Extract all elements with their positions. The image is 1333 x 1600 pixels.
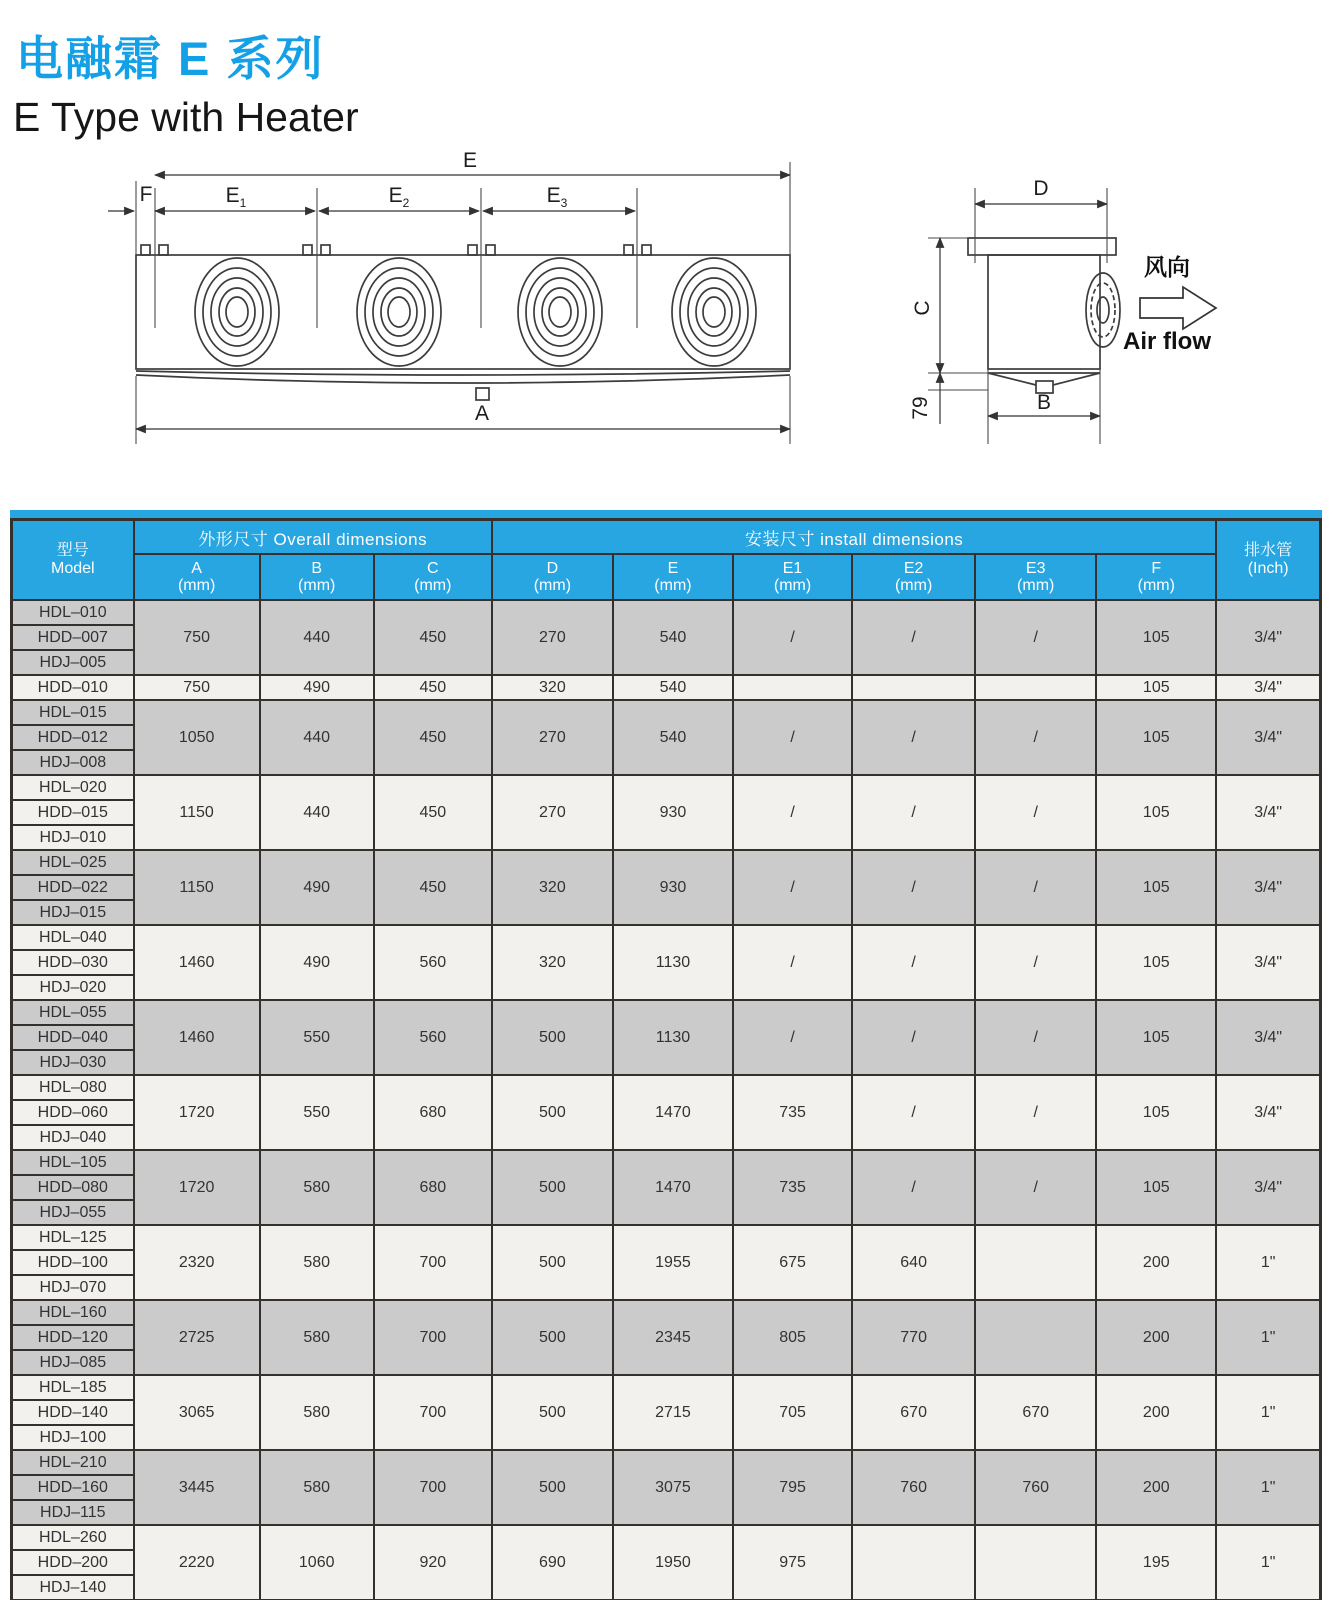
dimension-value-cell: 1150 (134, 850, 260, 925)
drain-size-cell: 3/4" (1216, 850, 1320, 925)
header-col-A: A (mm) (134, 554, 260, 600)
model-cell: HDD–080 (12, 1175, 134, 1200)
table-row (12, 1450, 1321, 1475)
dimension-value-cell: 1460 (134, 1000, 260, 1075)
dimension-value-cell: 580 (260, 1300, 374, 1375)
model-cell: HDL–260 (12, 1525, 134, 1550)
dimension-value-cell (852, 675, 975, 700)
dimension-value-cell: / (975, 600, 1096, 675)
fan-3 (518, 258, 602, 366)
mounting-tabs (141, 245, 651, 255)
dimension-value-cell: 450 (374, 700, 492, 775)
dimension-value-cell: 760 (975, 1450, 1096, 1525)
table-row (12, 1525, 1321, 1550)
dimension-value-cell: 2345 (613, 1300, 733, 1375)
dim-label-E: E (462, 149, 478, 172)
header-col-E2: E2 (mm) (852, 554, 975, 600)
dimension-value-cell: 1950 (613, 1525, 733, 1600)
dimension-value-cell: 580 (260, 1450, 374, 1525)
dimension-value-cell: / (975, 1150, 1096, 1225)
header-col-F: F (mm) (1096, 554, 1216, 600)
dimension-value-cell: / (733, 925, 852, 1000)
front-view-drawing (108, 149, 790, 444)
model-cell: HDJ–040 (12, 1125, 134, 1150)
model-cell: HDJ–070 (12, 1275, 134, 1300)
dimension-value-cell: / (852, 600, 975, 675)
dimension-value-cell: / (733, 850, 852, 925)
dimension-value-cell: / (852, 925, 975, 1000)
model-cell: HDL–105 (12, 1150, 134, 1175)
drain-size-cell: 1" (1216, 1525, 1320, 1600)
dimension-value-cell: 270 (492, 775, 613, 850)
dimension-value-cell: 200 (1096, 1300, 1216, 1375)
drain-size-cell: 3/4" (1216, 1150, 1320, 1225)
table-row (12, 775, 1321, 800)
dimension-value-cell: 1130 (613, 925, 733, 1000)
extension-lines-side (928, 188, 1107, 444)
model-cell: HDJ–140 (12, 1575, 134, 1600)
dimension-value-cell: 700 (374, 1375, 492, 1450)
table-row (12, 1150, 1321, 1175)
dimension-value-cell: 930 (613, 850, 733, 925)
drain-size-cell: 3/4" (1216, 775, 1320, 850)
dimension-value-cell: 805 (733, 1300, 852, 1375)
dimension-value-cell: 1050 (134, 700, 260, 775)
dimension-value-cell: 105 (1096, 775, 1216, 850)
dimension-value-cell: 3065 (134, 1375, 260, 1450)
dimension-value-cell: 200 (1096, 1450, 1216, 1525)
header-group-install: 安装尺寸 install dimensions (492, 520, 1216, 555)
dim-label-C: C (911, 300, 934, 316)
dimension-value-cell: 540 (613, 700, 733, 775)
dimension-value-cell: 1720 (134, 1075, 260, 1150)
dimension-value-cell: 500 (492, 1075, 613, 1150)
dimension-value-cell: 105 (1096, 600, 1216, 675)
model-cell: HDD–007 (12, 625, 134, 650)
dimension-value-cell: 1470 (613, 1075, 733, 1150)
header-col-C: C (mm) (374, 554, 492, 600)
dimension-value-cell: / (733, 600, 852, 675)
dimension-value-cell (975, 1300, 1096, 1375)
dimension-value-cell: / (852, 700, 975, 775)
page-subtitle: E Type with Heater (13, 94, 359, 140)
model-cell: HDJ–030 (12, 1050, 134, 1075)
dimension-value-cell: 1955 (613, 1225, 733, 1300)
dimension-value-cell (975, 675, 1096, 700)
dimension-value-cell (975, 1525, 1096, 1600)
airflow-label-cn: 风向 (1144, 254, 1190, 280)
dimension-value-cell: 670 (852, 1375, 975, 1450)
dimension-value-cell: 2725 (134, 1300, 260, 1375)
dimension-value-cell: 680 (374, 1150, 492, 1225)
header-model-en: Model (51, 560, 95, 577)
model-cell: HDJ–010 (12, 825, 134, 850)
table-row (12, 850, 1321, 875)
dimension-value-cell: 450 (374, 675, 492, 700)
dimension-value-cell: / (852, 1075, 975, 1150)
dimension-value-cell: / (852, 1150, 975, 1225)
dimension-value-cell: 270 (492, 600, 613, 675)
column-header-row (12, 554, 1321, 600)
dimension-value-cell: 1150 (134, 775, 260, 850)
dimension-value-cell: 580 (260, 1150, 374, 1225)
model-cell: HDL–125 (12, 1225, 134, 1250)
dim-label-B: B (1036, 391, 1052, 414)
dimension-value-cell: 105 (1096, 700, 1216, 775)
dimension-value-cell: 560 (374, 1000, 492, 1075)
dimension-value-cell: 450 (374, 775, 492, 850)
header-col-D: D (mm) (492, 554, 613, 600)
dimension-value-cell: 1130 (613, 1000, 733, 1075)
model-cell: HDJ–008 (12, 750, 134, 775)
dimension-value-cell: 640 (852, 1225, 975, 1300)
dimension-value-cell: 500 (492, 1225, 613, 1300)
drain-size-cell: 3/4" (1216, 700, 1320, 775)
dimensions-table (10, 518, 1322, 1600)
dimension-value-cell: 1460 (134, 925, 260, 1000)
dimension-value-cell: 440 (260, 700, 374, 775)
dimension-value-cell: 490 (260, 925, 374, 1000)
dim-label-F: F (139, 183, 153, 206)
drip-tray-line (136, 375, 790, 383)
table-row (12, 700, 1321, 725)
model-cell: HDJ–100 (12, 1425, 134, 1450)
model-cell: HDD–015 (12, 800, 134, 825)
dimension-value-cell: 750 (134, 600, 260, 675)
model-cell: HDL–055 (12, 1000, 134, 1025)
model-cell: HDJ–115 (12, 1500, 134, 1525)
model-cell: HDD–140 (12, 1400, 134, 1425)
fan-rings (195, 258, 756, 366)
drain-size-cell: 1" (1216, 1300, 1320, 1375)
dimension-value-cell: 105 (1096, 1075, 1216, 1150)
dimension-value-cell: 705 (733, 1375, 852, 1450)
dimension-value-cell: 1060 (260, 1525, 374, 1600)
dimension-value-cell: 2715 (613, 1375, 733, 1450)
model-cell: HDL–020 (12, 775, 134, 800)
dimension-value-cell: 105 (1096, 925, 1216, 1000)
dim-label-E3: $E_3$ (546, 184, 568, 210)
model-cell: HDD–120 (12, 1325, 134, 1350)
header-model (12, 520, 134, 601)
model-cell: HDJ–020 (12, 975, 134, 1000)
dim-label-E2: $E_2$ (388, 184, 410, 210)
dimension-value-cell: / (975, 925, 1096, 1000)
model-cell: HDJ–015 (12, 900, 134, 925)
table-row (12, 1075, 1321, 1100)
dimension-value-cell: 550 (260, 1000, 374, 1075)
dimension-value-cell: 500 (492, 1300, 613, 1375)
table-header (12, 520, 1321, 601)
header-col-E: E (mm) (613, 554, 733, 600)
dimension-value-cell: 3075 (613, 1450, 733, 1525)
dimension-value-cell: 700 (374, 1450, 492, 1525)
drip-tray-line (136, 371, 790, 375)
dimension-value-cell: / (975, 850, 1096, 925)
dimension-value-cell: 795 (733, 1450, 852, 1525)
model-cell: HDD–012 (12, 725, 134, 750)
airflow-arrow-icon (1140, 287, 1216, 329)
dimension-value-cell: 3445 (134, 1450, 260, 1525)
header-drain-zh: 排水管 (1244, 541, 1293, 559)
dimension-value-cell: / (975, 700, 1096, 775)
dimension-value-cell: 750 (134, 675, 260, 700)
fan-grille-side (1086, 273, 1120, 347)
dimension-value-cell: 670 (975, 1375, 1096, 1450)
dimension-value-cell: / (852, 775, 975, 850)
table-row (12, 1000, 1321, 1025)
dimension-value-cell: 270 (492, 700, 613, 775)
dimensions-table-section (10, 510, 1322, 1600)
dimensions-table-body (12, 600, 1321, 1600)
dimension-value-cell: 930 (613, 775, 733, 850)
dimension-value-cell: 700 (374, 1300, 492, 1375)
tray-slope (988, 373, 1036, 385)
model-cell: HDD–022 (12, 875, 134, 900)
dimension-value-cell: 580 (260, 1225, 374, 1300)
dimension-value-cell (852, 1525, 975, 1600)
unit-body-side (988, 255, 1100, 369)
dimension-value-cell: 680 (374, 1075, 492, 1150)
side-view-drawing (909, 177, 1216, 444)
dimension-value-cell: 500 (492, 1375, 613, 1450)
dimension-value-cell: 975 (733, 1525, 852, 1600)
dim-label-E1: $E_1$ (225, 184, 247, 210)
fan-4 (672, 258, 756, 366)
dimension-value-cell: 320 (492, 925, 613, 1000)
dim-label-D: D (1033, 177, 1049, 200)
drain-outlet-front (476, 388, 489, 400)
model-cell: HDL–160 (12, 1300, 134, 1325)
dimension-value-cell: 540 (613, 675, 733, 700)
drain-size-cell: 1" (1216, 1375, 1320, 1450)
dimension-value-cell: 2220 (134, 1525, 260, 1600)
fan-2 (357, 258, 441, 366)
dimension-value-cell: 200 (1096, 1375, 1216, 1450)
model-cell: HDL–040 (12, 925, 134, 950)
model-cell: HDJ–085 (12, 1350, 134, 1375)
table-row (12, 1375, 1321, 1400)
dimension-value-cell: / (733, 1000, 852, 1075)
table-row (12, 600, 1321, 625)
drain-size-cell: 3/4" (1216, 600, 1320, 675)
model-cell: HDD–040 (12, 1025, 134, 1050)
dimension-value-cell: 440 (260, 775, 374, 850)
dimension-value-cell: 1720 (134, 1150, 260, 1225)
dimension-value-cell: 320 (492, 675, 613, 700)
dimension-value-cell: 105 (1096, 1000, 1216, 1075)
dimension-value-cell: 200 (1096, 1225, 1216, 1300)
dimension-value-cell: 1470 (613, 1150, 733, 1225)
dimension-value-cell: 450 (374, 850, 492, 925)
drain-size-cell: 3/4" (1216, 925, 1320, 1000)
header-drain (1216, 520, 1320, 601)
dimension-value-cell: / (852, 1000, 975, 1075)
dim-label-79: 79 (909, 396, 932, 420)
dimension-value-cell (975, 1225, 1096, 1300)
technical-drawings (0, 148, 1333, 470)
dim-label-A: A (474, 402, 490, 425)
table-top-accent-bar (10, 510, 1322, 518)
table-row (12, 925, 1321, 950)
drain-size-cell: 3/4" (1216, 1075, 1320, 1150)
dimension-value-cell: 105 (1096, 1150, 1216, 1225)
drain-size-cell: 1" (1216, 1225, 1320, 1300)
header-group-overall: 外形尺寸 Overall dimensions (134, 520, 492, 555)
dimension-value-cell: / (975, 1000, 1096, 1075)
page-title: 电融霜 E 系列 (16, 32, 325, 85)
dimension-value-cell: 580 (260, 1375, 374, 1450)
dimension-value-cell: 500 (492, 1000, 613, 1075)
drain-size-cell: 1" (1216, 1450, 1320, 1525)
dimension-value-cell: 2320 (134, 1225, 260, 1300)
header-col-B: B (mm) (260, 554, 374, 600)
dimension-value-cell: / (975, 1075, 1096, 1150)
dimension-value-cell: 500 (492, 1150, 613, 1225)
dimension-value-cell: 105 (1096, 850, 1216, 925)
model-cell: HDD–100 (12, 1250, 134, 1275)
dimension-value-cell: 560 (374, 925, 492, 1000)
top-flange (968, 238, 1116, 255)
table-row (12, 675, 1321, 700)
dimension-value-cell: 550 (260, 1075, 374, 1150)
model-cell: HDD–010 (12, 675, 134, 700)
tray-slope (1053, 373, 1100, 385)
model-cell: HDL–080 (12, 1075, 134, 1100)
model-cell: HDL–025 (12, 850, 134, 875)
header-col-E3: E3 (mm) (975, 554, 1096, 600)
dimension-value-cell: 440 (260, 600, 374, 675)
drain-size-cell: 3/4" (1216, 1000, 1320, 1075)
dimension-value-cell: 105 (1096, 675, 1216, 700)
airflow-label-en: Air flow (1123, 328, 1211, 355)
header-drain-en: (Inch) (1247, 560, 1289, 577)
model-cell: HDD–060 (12, 1100, 134, 1125)
model-cell: HDJ–005 (12, 650, 134, 675)
dimension-value-cell: 675 (733, 1225, 852, 1300)
dimension-value-cell: 195 (1096, 1525, 1216, 1600)
dimension-value-cell: 490 (260, 850, 374, 925)
header-model-zh: 型号 (56, 541, 89, 559)
dimension-value-cell: 490 (260, 675, 374, 700)
model-cell: HDD–200 (12, 1550, 134, 1575)
dimension-value-cell: 735 (733, 1150, 852, 1225)
model-cell: HDL–185 (12, 1375, 134, 1400)
dimension-value-cell: / (733, 700, 852, 775)
dimension-value-cell: / (733, 775, 852, 850)
dimension-value-cell: 690 (492, 1525, 613, 1600)
table-row (12, 1300, 1321, 1325)
dimension-value-cell (733, 675, 852, 700)
dimension-value-cell: 700 (374, 1225, 492, 1300)
model-cell: HDD–030 (12, 950, 134, 975)
header-col-E1: E1 (mm) (733, 554, 852, 600)
dimension-value-cell: / (852, 850, 975, 925)
fan-1 (195, 258, 279, 366)
unit-body-front (136, 255, 790, 369)
table-row (12, 1225, 1321, 1250)
dimension-value-cell: 760 (852, 1450, 975, 1525)
dimension-value-cell: 500 (492, 1450, 613, 1525)
dimension-value-cell: 735 (733, 1075, 852, 1150)
dimension-value-cell: 450 (374, 600, 492, 675)
model-cell: HDL–210 (12, 1450, 134, 1475)
dimension-value-cell: 540 (613, 600, 733, 675)
dimension-value-cell: 920 (374, 1525, 492, 1600)
model-cell: HDL–010 (12, 600, 134, 625)
dimension-value-cell: 770 (852, 1300, 975, 1375)
model-cell: HDL–015 (12, 700, 134, 725)
model-cell: HDD–160 (12, 1475, 134, 1500)
drain-size-cell: 3/4" (1216, 675, 1320, 700)
model-cell: HDJ–055 (12, 1200, 134, 1225)
dimension-value-cell: 320 (492, 850, 613, 925)
dimension-value-cell: / (975, 775, 1096, 850)
